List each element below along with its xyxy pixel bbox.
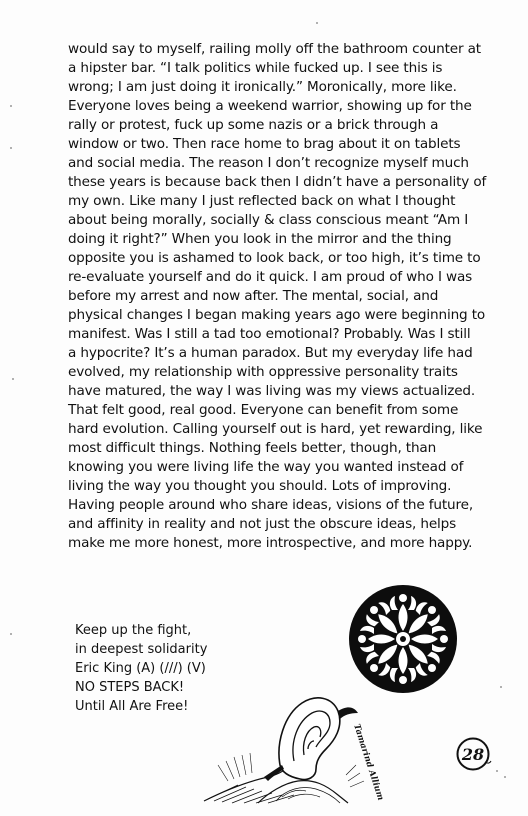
body-line: hard evolution. Calling yourself out is hard, yet rewarding, like	[68, 421, 483, 437]
scan-speck	[10, 105, 12, 107]
scan-speck	[504, 776, 506, 778]
body-line: rally or protest, fuck up some nazis or a brick through a	[68, 117, 439, 133]
body-line: doing it right?” When you look in the mirror and the thing	[68, 231, 452, 247]
signoff-line: NO STEPS BACK!	[75, 680, 185, 695]
body-line: evolved, my relationship with oppressive personality traits	[68, 364, 458, 380]
body-line: Everyone loves being a weekend warrior, showing up for the	[68, 98, 472, 114]
page-number-badge	[455, 736, 491, 772]
body-line: living the way you thought you should. Lots of improving.	[68, 478, 452, 494]
body-line: physical changes I began making years ago were beginning to	[68, 307, 486, 323]
body-line: opposite you is ashamed to look back, or too high, it’s time to	[68, 250, 481, 266]
body-paragraph	[68, 40, 487, 553]
body-line: about being morally, socially & class conscious meant “Am I	[68, 212, 469, 228]
page-number: 28	[461, 744, 485, 764]
signoff-line: in deepest solidarity	[75, 642, 208, 657]
body-line: would say to myself, railing molly off the bathroom counter at	[68, 41, 481, 57]
body-line: these years is because back then I didn’t have a personality of	[68, 174, 487, 190]
body-line: wrong; I am just doing it ironically.” Moronically, more like.	[68, 79, 457, 95]
body-line: and affinity in reality and not just the obscure ideas, helps	[68, 516, 457, 532]
body-line: and social media. The reason I don’t recognize myself much	[68, 155, 469, 171]
body-line: Having people around who share ideas, visions of the future,	[68, 497, 474, 513]
body-line: a hipster bar. “I talk politics while fucked up. I see this is	[68, 60, 443, 76]
ear-drawing-icon	[198, 685, 386, 805]
body-line: most difficult things. Nothing feels better, though, than	[68, 440, 437, 456]
scan-speck	[316, 22, 318, 24]
body-line: make me more honest, more introspective, and more happy.	[68, 535, 473, 551]
signoff-line: Until All Are Free!	[75, 699, 189, 714]
body-line: have matured, the way I was living was my views actualized.	[68, 383, 476, 399]
body-line: manifest. Was I still a tad too emotional? Probably. Was I still	[68, 326, 471, 342]
circular-emblem-icon	[348, 584, 458, 694]
body-line: window or two. Then race home to brag about it on tablets	[68, 136, 461, 152]
scan-speck	[12, 378, 14, 380]
signoff-line: Keep up the fight,	[75, 623, 192, 638]
body-line: a hypocrite? It’s a human paradox. But my everyday life had	[68, 345, 473, 361]
body-line: That felt good, real good. Everyone can benefit from some	[68, 402, 459, 418]
artist-credit: Tamarind Allium	[351, 722, 386, 802]
body-line: my own. Like many I just reflected back on what I thought	[68, 193, 456, 209]
body-line: knowing you were living life the way you wanted instead of	[68, 459, 464, 475]
scan-speck	[496, 770, 498, 772]
scan-speck	[10, 633, 12, 635]
scan-speck	[500, 686, 502, 688]
signoff-signature: Eric King (A) (///) (V)	[75, 661, 206, 676]
scan-speck	[10, 147, 12, 149]
body-line: re-evaluate yourself and do it quick. I am proud of who I was	[68, 269, 473, 285]
body-line: before my arrest and now after. The mental, social, and	[68, 288, 439, 304]
